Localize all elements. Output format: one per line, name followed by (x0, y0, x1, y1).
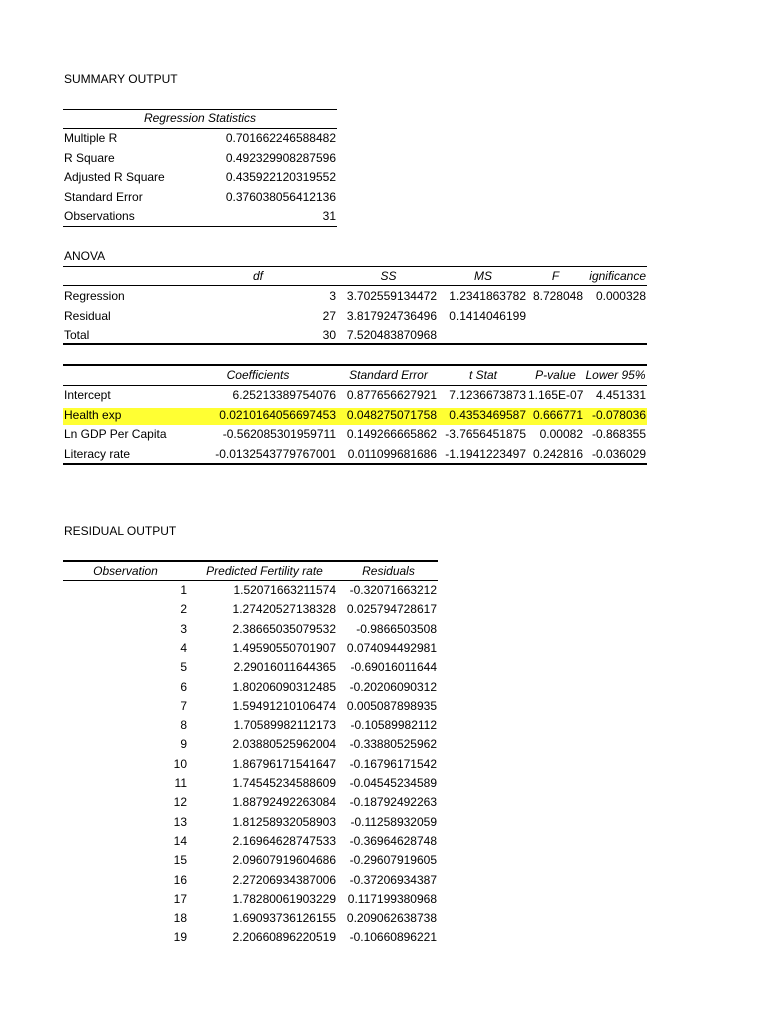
residual-pred: 2.16964628747533 (232, 833, 336, 848)
anova-bottom-rule (63, 343, 647, 345)
coef-cell-t: -1.1941223497 (445, 446, 526, 461)
coef-cell-se: 0.048275071758 (346, 407, 437, 422)
reg-stats-header: Regression Statistics (143, 111, 257, 125)
residual-pred: 1.81258932058903 (232, 814, 336, 829)
residual-value: -0.16796171542 (349, 756, 437, 771)
residual-pred: 1.52071663211574 (233, 583, 336, 597)
coef-col-header: Lower 95% (585, 368, 646, 382)
anova-cell-ss: 3.702559134472 (346, 289, 437, 303)
residual-pred: 2.20660896220519 (232, 930, 336, 945)
residual-value: -0.20206090312 (349, 679, 437, 694)
coef-cell-lower: -0.036029 (591, 446, 646, 461)
residual-obs: 7 (180, 698, 187, 713)
residual-value: -0.32071663212 (349, 583, 437, 597)
reg-stats-header-rule (63, 128, 337, 129)
coef-cell-p: 1.165E-07 (528, 388, 584, 402)
residual-value: -0.11258932059 (350, 814, 437, 829)
residual-obs: 19 (173, 930, 187, 945)
coef-cell-p: 0.242816 (532, 446, 583, 461)
reg-stat-label: Adjusted R Square (64, 170, 165, 184)
coef-col-header: P-value (535, 368, 576, 382)
residual-pred: 1.88792492263084 (232, 795, 336, 810)
coef-cell-lower: -0.868355 (591, 427, 646, 441)
anova-row-label: Total (64, 328, 90, 342)
residual-header-rule (63, 580, 438, 581)
anova-col-header: df (252, 269, 263, 283)
residual-value: 0.117199380968 (347, 891, 437, 906)
anova-cell-df: 30 (322, 328, 336, 342)
residual-pred: 1.74545234588609 (232, 776, 336, 790)
residual-top-rule (63, 560, 438, 562)
coef-cell-lower: -0.078036 (591, 407, 646, 422)
residual-pred: 2.38665035079532 (232, 621, 336, 636)
residual-value: -0.36964628748 (349, 833, 437, 848)
residual-col-header: Predicted Fertility rate (206, 564, 323, 578)
residual-obs: 4 (180, 640, 187, 655)
reg-stat-label: Multiple R (64, 131, 118, 145)
residual-pred: 2.27206934387006 (232, 872, 336, 887)
anova-top-rule (63, 266, 647, 267)
residual-obs: 13 (173, 814, 187, 829)
coef-top-rule (63, 364, 647, 366)
residual-pred: 2.29016011644365 (233, 660, 336, 675)
coef-cell-se: 0.877656627921 (346, 388, 437, 402)
residual-value: -0.18792492263 (349, 795, 437, 810)
coef-cell-p: 0.00082 (539, 427, 583, 441)
residual-output-title: RESIDUAL OUTPUT (64, 524, 177, 538)
coef-row-label: Health exp (64, 407, 122, 422)
residual-value: -0.9866503508 (356, 621, 437, 636)
anova-cell-ss: 7.520483870968 (346, 328, 437, 342)
reg-stat-label: Observations (64, 209, 135, 223)
residual-pred: 1.78280061903229 (232, 891, 336, 906)
residual-obs: 11 (174, 776, 187, 790)
residual-value: -0.04545234589 (349, 776, 437, 790)
reg-stat-value: 0.435922120319552 (225, 170, 336, 184)
anova-cell-df: 27 (322, 308, 336, 323)
anova-row-label: Regression (64, 289, 125, 303)
residual-obs: 6 (180, 679, 187, 694)
residual-value: 0.025794728617 (346, 602, 437, 617)
residual-pred: 1.86796171541647 (232, 756, 336, 771)
summary-output-title: SUMMARY OUTPUT (64, 72, 178, 86)
coef-cell-se: 0.011099681686 (347, 446, 437, 461)
coef-header-rule (63, 385, 647, 386)
coef-cell-t: 0.4353469587 (449, 407, 526, 422)
coef-cell-coef: 6.25213389754076 (232, 388, 336, 402)
residual-value: 0.074094492981 (346, 640, 437, 655)
residual-pred: 1.59491210106474 (232, 698, 336, 713)
coef-col-header: t Stat (468, 368, 497, 382)
anova-col-header: ignificance (589, 269, 646, 283)
residual-obs: 3 (180, 621, 187, 636)
coef-col-header: Standard Error (349, 368, 428, 382)
anova-cell-sig: 0.000328 (595, 289, 646, 303)
residual-pred: 1.49590550701907 (232, 640, 336, 655)
residual-obs: 8 (180, 718, 187, 733)
residual-value: -0.37206934387 (349, 872, 437, 887)
coef-cell-t: -3.7656451875 (445, 427, 526, 441)
anova-col-header: SS (380, 269, 397, 283)
anova-row-label: Residual (64, 308, 111, 323)
coef-bottom-rule (63, 463, 647, 465)
residual-obs: 18 (173, 911, 187, 926)
anova-cell-df: 3 (329, 289, 336, 303)
residual-value: -0.69016011644 (350, 660, 437, 675)
coef-cell-coef: -0.0132543779767001 (215, 446, 336, 461)
residual-pred: 1.70589982112173 (233, 718, 336, 733)
coef-cell-p: 0.666771 (532, 407, 583, 422)
coef-cell-coef: 0.0210164056697453 (219, 407, 336, 422)
residual-obs: 10 (173, 756, 187, 771)
coef-row-label: Intercept (64, 388, 111, 402)
residual-value: -0.29607919605 (349, 853, 437, 868)
residual-pred: 1.27420527138328 (232, 602, 336, 617)
reg-stat-value: 0.492329908287596 (225, 150, 336, 165)
residual-obs: 17 (173, 891, 187, 906)
coef-row-label: Literacy rate (64, 446, 131, 461)
residual-obs: 5 (180, 660, 187, 675)
residual-obs: 16 (173, 872, 187, 887)
residual-col-header: Observation (93, 564, 158, 578)
residual-obs: 9 (180, 737, 187, 752)
anova-cell-ss: 3.817924736496 (346, 308, 437, 323)
anova-title: ANOVA (64, 249, 106, 263)
coef-col-header: Coefficients (226, 368, 290, 382)
residual-value: -0.10589982112 (350, 718, 437, 733)
residual-value: 0.209062638738 (346, 911, 437, 926)
residual-obs: 1 (180, 583, 187, 597)
residual-value: -0.33880525962 (349, 737, 437, 752)
coef-row-label: Ln GDP Per Capita (64, 427, 167, 441)
residual-pred: 2.09607919604686 (232, 853, 336, 868)
anova-cell-ms: 0.1414046199 (449, 308, 526, 323)
coef-cell-coef: -0.562085301959711 (222, 427, 336, 441)
reg-stat-value: 0.701662246588482 (225, 131, 336, 145)
residual-obs: 12 (173, 795, 187, 810)
residual-col-header: Residuals (362, 564, 415, 578)
reg-stat-value: 31 (322, 209, 336, 223)
residual-obs: 14 (173, 833, 187, 848)
anova-cell-ms: 1.2341863782 (449, 289, 526, 303)
anova-cell-f: 8.728048 (532, 289, 583, 303)
coef-cell-se: 0.149266665862 (346, 427, 437, 441)
reg-stat-value: 0.376038056412136 (225, 189, 336, 204)
residual-value: -0.10660896221 (349, 930, 437, 945)
reg-stat-label: Standard Error (64, 189, 143, 204)
residual-pred: 1.80206090312485 (232, 679, 336, 694)
reg-stats-bottom-rule (63, 226, 337, 227)
residual-pred: 1.69093736126155 (232, 911, 336, 926)
reg-stat-label: R Square (64, 150, 115, 165)
coef-cell-t: 7.1236673873 (449, 388, 526, 402)
anova-col-header: F (551, 269, 560, 283)
coef-cell-lower: 4.451331 (595, 388, 646, 402)
residual-obs: 2 (180, 602, 187, 617)
anova-header-rule (63, 285, 647, 286)
anova-col-header: MS (474, 269, 492, 283)
residual-value: 0.005087898935 (346, 698, 437, 713)
residual-obs: 15 (173, 853, 187, 868)
residual-pred: 2.03880525962004 (232, 737, 336, 752)
